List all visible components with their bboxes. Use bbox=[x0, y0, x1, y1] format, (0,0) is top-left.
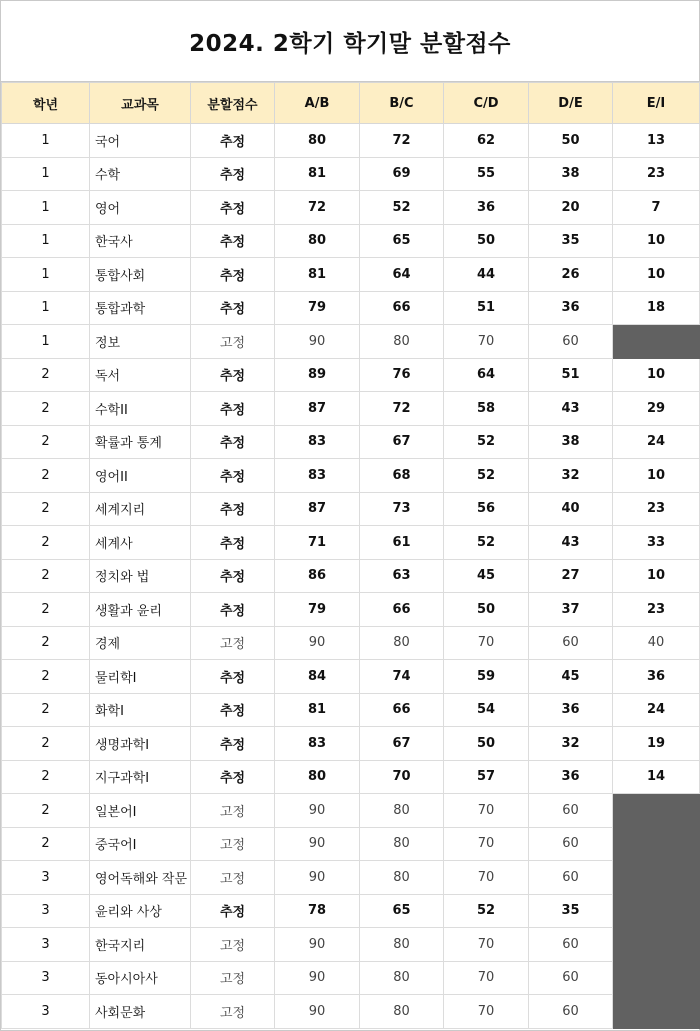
cut-score-bc-cell: 66 bbox=[360, 291, 444, 325]
cut-score-ab-cell: 90 bbox=[275, 325, 360, 359]
grade-cell: 1 bbox=[2, 325, 90, 359]
subject-cell: 지구과학I bbox=[90, 760, 191, 794]
blank-cell bbox=[613, 325, 700, 359]
cut-score-ei-cell: 13 bbox=[613, 124, 700, 158]
cut-score-ab-cell: 71 bbox=[275, 526, 360, 560]
cut-score-ab-cell: 90 bbox=[275, 827, 360, 861]
cut-score-de-cell: 45 bbox=[529, 660, 613, 694]
cut-score-ei-cell: 18 bbox=[613, 291, 700, 325]
table-row bbox=[2, 861, 700, 895]
column-header-bc: B/C bbox=[360, 83, 444, 124]
grade-cell: 2 bbox=[2, 459, 90, 493]
cut-score-ei-cell: 10 bbox=[613, 258, 700, 292]
cut-score-de-cell: 60 bbox=[529, 928, 613, 962]
grade-cell: 2 bbox=[2, 492, 90, 526]
table-row bbox=[2, 459, 700, 493]
subject-cell: 윤리와 사상 bbox=[90, 894, 191, 928]
cut-score-de-cell: 36 bbox=[529, 693, 613, 727]
cut-score-bc-cell: 70 bbox=[360, 760, 444, 794]
grade-cell: 1 bbox=[2, 258, 90, 292]
cut-score-ab-cell: 87 bbox=[275, 392, 360, 426]
score-type-cell: 추정 bbox=[191, 693, 275, 727]
cut-score-bc-cell: 80 bbox=[360, 794, 444, 828]
cut-score-de-cell: 36 bbox=[529, 760, 613, 794]
table-row bbox=[2, 794, 700, 828]
column-header-de: D/E bbox=[529, 83, 613, 124]
cut-score-ei-cell: 40 bbox=[613, 626, 700, 660]
cut-score-bc-cell: 73 bbox=[360, 492, 444, 526]
cut-score-ei-cell: 14 bbox=[613, 760, 700, 794]
table-row bbox=[2, 894, 700, 928]
score-type-cell: 추정 bbox=[191, 224, 275, 258]
grade-cell: 3 bbox=[2, 894, 90, 928]
score-type-cell: 추정 bbox=[191, 459, 275, 493]
subject-cell: 경제 bbox=[90, 626, 191, 660]
cut-score-bc-cell: 68 bbox=[360, 459, 444, 493]
table-row bbox=[2, 928, 700, 962]
score-type-cell: 고정 bbox=[191, 827, 275, 861]
cut-score-bc-cell: 61 bbox=[360, 526, 444, 560]
subject-cell: 세계사 bbox=[90, 526, 191, 560]
cut-score-bc-cell: 80 bbox=[360, 961, 444, 995]
score-type-cell: 추정 bbox=[191, 492, 275, 526]
cut-score-ab-cell: 83 bbox=[275, 459, 360, 493]
table-row bbox=[2, 693, 700, 727]
score-type-cell: 추정 bbox=[191, 559, 275, 593]
subject-cell: 세계지리 bbox=[90, 492, 191, 526]
cut-score-ei-cell: 24 bbox=[613, 425, 700, 459]
cut-score-cd-cell: 45 bbox=[444, 559, 529, 593]
cut-score-ei-cell: 10 bbox=[613, 358, 700, 392]
subject-cell: 국어 bbox=[90, 124, 191, 158]
cut-score-bc-cell: 74 bbox=[360, 660, 444, 694]
cut-score-cd-cell: 52 bbox=[444, 894, 529, 928]
subject-cell: 생명과학I bbox=[90, 727, 191, 761]
subject-cell: 정치와 법 bbox=[90, 559, 191, 593]
subject-cell: 한국지리 bbox=[90, 928, 191, 962]
cut-score-bc-cell: 80 bbox=[360, 827, 444, 861]
cut-score-cd-cell: 70 bbox=[444, 861, 529, 895]
table-row bbox=[2, 827, 700, 861]
cut-score-de-cell: 38 bbox=[529, 425, 613, 459]
cut-score-de-cell: 40 bbox=[529, 492, 613, 526]
cut-score-bc-cell: 76 bbox=[360, 358, 444, 392]
blank-cell bbox=[613, 894, 700, 928]
cut-score-ei-cell: 7 bbox=[613, 191, 700, 225]
cut-score-de-cell: 20 bbox=[529, 191, 613, 225]
cut-score-cd-cell: 52 bbox=[444, 425, 529, 459]
score-type-cell: 고정 bbox=[191, 928, 275, 962]
cut-score-ei-cell: 23 bbox=[613, 157, 700, 191]
cut-score-bc-cell: 66 bbox=[360, 593, 444, 627]
score-type-cell: 추정 bbox=[191, 157, 275, 191]
cut-score-ei-cell: 10 bbox=[613, 224, 700, 258]
grade-cell: 2 bbox=[2, 693, 90, 727]
cut-score-ab-cell: 90 bbox=[275, 861, 360, 895]
cut-score-cd-cell: 51 bbox=[444, 291, 529, 325]
table-row bbox=[2, 626, 700, 660]
cut-score-de-cell: 60 bbox=[529, 794, 613, 828]
subject-cell: 중국어I bbox=[90, 827, 191, 861]
cut-score-de-cell: 50 bbox=[529, 124, 613, 158]
cut-score-bc-cell: 72 bbox=[360, 124, 444, 158]
cut-score-de-cell: 36 bbox=[529, 291, 613, 325]
cut-score-ab-cell: 79 bbox=[275, 593, 360, 627]
cut-score-cd-cell: 55 bbox=[444, 157, 529, 191]
subject-cell: 수학 bbox=[90, 157, 191, 191]
cut-score-de-cell: 38 bbox=[529, 157, 613, 191]
cut-score-ab-cell: 80 bbox=[275, 124, 360, 158]
grade-cell: 1 bbox=[2, 291, 90, 325]
cut-score-ei-cell: 33 bbox=[613, 526, 700, 560]
cut-score-bc-cell: 67 bbox=[360, 727, 444, 761]
grade-cell: 2 bbox=[2, 794, 90, 828]
table-row bbox=[2, 425, 700, 459]
subject-cell: 정보 bbox=[90, 325, 191, 359]
cut-score-de-cell: 27 bbox=[529, 559, 613, 593]
grade-cell: 2 bbox=[2, 727, 90, 761]
cut-score-ei-cell: 23 bbox=[613, 492, 700, 526]
blank-cell bbox=[613, 928, 700, 962]
table-row bbox=[2, 224, 700, 258]
cut-score-de-cell: 60 bbox=[529, 827, 613, 861]
score-type-cell: 추정 bbox=[191, 593, 275, 627]
subject-cell: 일본어I bbox=[90, 794, 191, 828]
cut-score-de-cell: 43 bbox=[529, 392, 613, 426]
table-row bbox=[2, 258, 700, 292]
cut-score-ab-cell: 90 bbox=[275, 961, 360, 995]
cut-score-cd-cell: 70 bbox=[444, 928, 529, 962]
cut-score-cd-cell: 36 bbox=[444, 191, 529, 225]
subject-cell: 사회문화 bbox=[90, 995, 191, 1029]
score-type-cell: 고정 bbox=[191, 626, 275, 660]
score-type-cell: 추정 bbox=[191, 760, 275, 794]
cut-score-bc-cell: 69 bbox=[360, 157, 444, 191]
grade-cell: 2 bbox=[2, 358, 90, 392]
cut-score-cd-cell: 52 bbox=[444, 526, 529, 560]
subject-cell: 수학II bbox=[90, 392, 191, 426]
blank-cell bbox=[613, 961, 700, 995]
subject-cell: 통합과학 bbox=[90, 291, 191, 325]
table-row bbox=[2, 191, 700, 225]
cut-score-bc-cell: 80 bbox=[360, 928, 444, 962]
cut-score-ei-cell: 19 bbox=[613, 727, 700, 761]
blank-cell bbox=[613, 861, 700, 895]
cut-score-bc-cell: 65 bbox=[360, 224, 444, 258]
score-type-cell: 고정 bbox=[191, 995, 275, 1029]
page-title: 2024. 2학기 학기말 분할점수 bbox=[1, 1, 699, 82]
grade-cell: 2 bbox=[2, 392, 90, 426]
grade-cell: 1 bbox=[2, 157, 90, 191]
cut-score-cd-cell: 44 bbox=[444, 258, 529, 292]
subject-cell: 통합사회 bbox=[90, 258, 191, 292]
score-type-cell: 고정 bbox=[191, 861, 275, 895]
subject-cell: 확률과 통계 bbox=[90, 425, 191, 459]
score-type-cell: 추정 bbox=[191, 258, 275, 292]
cut-score-ab-cell: 81 bbox=[275, 258, 360, 292]
cut-score-ab-cell: 72 bbox=[275, 191, 360, 225]
column-header-subject: 교과목 bbox=[90, 83, 191, 124]
cut-score-de-cell: 60 bbox=[529, 325, 613, 359]
score-type-cell: 추정 bbox=[191, 392, 275, 426]
cut-score-bc-cell: 63 bbox=[360, 559, 444, 593]
table-row bbox=[2, 760, 700, 794]
table-row bbox=[2, 157, 700, 191]
cut-score-bc-cell: 65 bbox=[360, 894, 444, 928]
cut-score-ab-cell: 79 bbox=[275, 291, 360, 325]
cut-score-cd-cell: 50 bbox=[444, 593, 529, 627]
score-type-cell: 추정 bbox=[191, 291, 275, 325]
column-header-ei: E/I bbox=[613, 83, 700, 124]
score-type-cell: 추정 bbox=[191, 727, 275, 761]
grade-cell: 3 bbox=[2, 861, 90, 895]
grade-cell: 1 bbox=[2, 191, 90, 225]
cut-score-cd-cell: 70 bbox=[444, 325, 529, 359]
subject-cell: 영어 bbox=[90, 191, 191, 225]
table-row bbox=[2, 358, 700, 392]
cut-score-cd-cell: 64 bbox=[444, 358, 529, 392]
cut-score-de-cell: 60 bbox=[529, 995, 613, 1029]
cut-score-ab-cell: 83 bbox=[275, 425, 360, 459]
cut-score-de-cell: 43 bbox=[529, 526, 613, 560]
subject-cell: 생활과 윤리 bbox=[90, 593, 191, 627]
table-row bbox=[2, 727, 700, 761]
cut-score-bc-cell: 80 bbox=[360, 861, 444, 895]
subject-cell: 물리학I bbox=[90, 660, 191, 694]
grade-cell: 2 bbox=[2, 660, 90, 694]
cut-score-ab-cell: 90 bbox=[275, 626, 360, 660]
grade-cell: 3 bbox=[2, 995, 90, 1029]
cut-score-cd-cell: 50 bbox=[444, 224, 529, 258]
table-row bbox=[2, 291, 700, 325]
cut-score-bc-cell: 64 bbox=[360, 258, 444, 292]
cut-score-de-cell: 32 bbox=[529, 727, 613, 761]
grade-cell: 3 bbox=[2, 961, 90, 995]
table-row bbox=[2, 660, 700, 694]
cut-score-ab-cell: 81 bbox=[275, 693, 360, 727]
cut-score-ei-cell: 36 bbox=[613, 660, 700, 694]
cut-score-bc-cell: 80 bbox=[360, 325, 444, 359]
table-row bbox=[2, 492, 700, 526]
cut-score-de-cell: 60 bbox=[529, 861, 613, 895]
grade-cell: 2 bbox=[2, 526, 90, 560]
blank-cell bbox=[613, 827, 700, 861]
blank-cell bbox=[613, 794, 700, 828]
table-row bbox=[2, 526, 700, 560]
cut-score-cd-cell: 70 bbox=[444, 626, 529, 660]
cut-score-ab-cell: 83 bbox=[275, 727, 360, 761]
column-header-grade: 학년 bbox=[2, 83, 90, 124]
score-type-cell: 고정 bbox=[191, 325, 275, 359]
cut-score-bc-cell: 66 bbox=[360, 693, 444, 727]
subject-cell: 동아시아사 bbox=[90, 961, 191, 995]
subject-cell: 화학I bbox=[90, 693, 191, 727]
subject-cell: 영어II bbox=[90, 459, 191, 493]
cut-score-ab-cell: 80 bbox=[275, 760, 360, 794]
score-type-cell: 추정 bbox=[191, 124, 275, 158]
grade-cell: 2 bbox=[2, 425, 90, 459]
cut-score-cd-cell: 59 bbox=[444, 660, 529, 694]
column-header-cd: C/D bbox=[444, 83, 529, 124]
grade-cell: 2 bbox=[2, 559, 90, 593]
cut-score-cd-cell: 56 bbox=[444, 492, 529, 526]
cut-score-de-cell: 32 bbox=[529, 459, 613, 493]
cut-score-bc-cell: 80 bbox=[360, 626, 444, 660]
cut-score-ab-cell: 89 bbox=[275, 358, 360, 392]
grade-cell: 2 bbox=[2, 760, 90, 794]
score-type-cell: 추정 bbox=[191, 660, 275, 694]
cut-score-ei-cell: 24 bbox=[613, 693, 700, 727]
cut-score-de-cell: 35 bbox=[529, 894, 613, 928]
table-row bbox=[2, 325, 700, 359]
cut-score-bc-cell: 52 bbox=[360, 191, 444, 225]
blank-cell bbox=[613, 995, 700, 1029]
column-header-ab: A/B bbox=[275, 83, 360, 124]
cut-score-cd-cell: 58 bbox=[444, 392, 529, 426]
cut-score-ab-cell: 90 bbox=[275, 928, 360, 962]
table-row bbox=[2, 961, 700, 995]
score-type-cell: 추정 bbox=[191, 526, 275, 560]
cut-score-de-cell: 60 bbox=[529, 961, 613, 995]
header-row bbox=[2, 83, 700, 124]
cut-score-ab-cell: 87 bbox=[275, 492, 360, 526]
cut-score-ab-cell: 90 bbox=[275, 794, 360, 828]
grade-cell: 2 bbox=[2, 626, 90, 660]
score-type-cell: 추정 bbox=[191, 894, 275, 928]
subject-cell: 한국사 bbox=[90, 224, 191, 258]
subject-cell: 영어독해와 작문 bbox=[90, 861, 191, 895]
cut-score-cd-cell: 52 bbox=[444, 459, 529, 493]
score-type-cell: 추정 bbox=[191, 358, 275, 392]
cut-score-ei-cell: 10 bbox=[613, 459, 700, 493]
grade-cell: 1 bbox=[2, 124, 90, 158]
cut-score-de-cell: 60 bbox=[529, 626, 613, 660]
cut-score-cd-cell: 54 bbox=[444, 693, 529, 727]
cut-score-ei-cell: 23 bbox=[613, 593, 700, 627]
cut-score-ei-cell: 29 bbox=[613, 392, 700, 426]
grade-cell: 2 bbox=[2, 827, 90, 861]
score-type-cell: 추정 bbox=[191, 425, 275, 459]
cut-score-cd-cell: 57 bbox=[444, 760, 529, 794]
table-row bbox=[2, 392, 700, 426]
cut-score-bc-cell: 72 bbox=[360, 392, 444, 426]
cut-score-cd-cell: 62 bbox=[444, 124, 529, 158]
cut-score-bc-cell: 80 bbox=[360, 995, 444, 1029]
cut-score-ab-cell: 86 bbox=[275, 559, 360, 593]
column-header-type: 분할점수 bbox=[191, 83, 275, 124]
cut-score-de-cell: 37 bbox=[529, 593, 613, 627]
cut-score-cd-cell: 70 bbox=[444, 827, 529, 861]
cut-score-cd-cell: 50 bbox=[444, 727, 529, 761]
table-row bbox=[2, 593, 700, 627]
cut-score-de-cell: 26 bbox=[529, 258, 613, 292]
grade-cell: 2 bbox=[2, 593, 90, 627]
score-type-cell: 고정 bbox=[191, 961, 275, 995]
grade-cell: 3 bbox=[2, 928, 90, 962]
cut-score-ab-cell: 81 bbox=[275, 157, 360, 191]
cut-score-ab-cell: 80 bbox=[275, 224, 360, 258]
score-type-cell: 고정 bbox=[191, 794, 275, 828]
cut-score-ab-cell: 90 bbox=[275, 995, 360, 1029]
subject-cell: 독서 bbox=[90, 358, 191, 392]
cut-score-de-cell: 51 bbox=[529, 358, 613, 392]
table-row bbox=[2, 124, 700, 158]
cut-score-ab-cell: 84 bbox=[275, 660, 360, 694]
table-row bbox=[2, 995, 700, 1029]
score-table bbox=[1, 82, 700, 1029]
cut-score-cd-cell: 70 bbox=[444, 995, 529, 1029]
cut-score-de-cell: 35 bbox=[529, 224, 613, 258]
cut-score-cd-cell: 70 bbox=[444, 794, 529, 828]
cut-score-ei-cell: 10 bbox=[613, 559, 700, 593]
cut-score-cd-cell: 70 bbox=[444, 961, 529, 995]
cut-score-bc-cell: 67 bbox=[360, 425, 444, 459]
grade-cell: 1 bbox=[2, 224, 90, 258]
score-type-cell: 추정 bbox=[191, 191, 275, 225]
table-row bbox=[2, 559, 700, 593]
cut-score-ab-cell: 78 bbox=[275, 894, 360, 928]
